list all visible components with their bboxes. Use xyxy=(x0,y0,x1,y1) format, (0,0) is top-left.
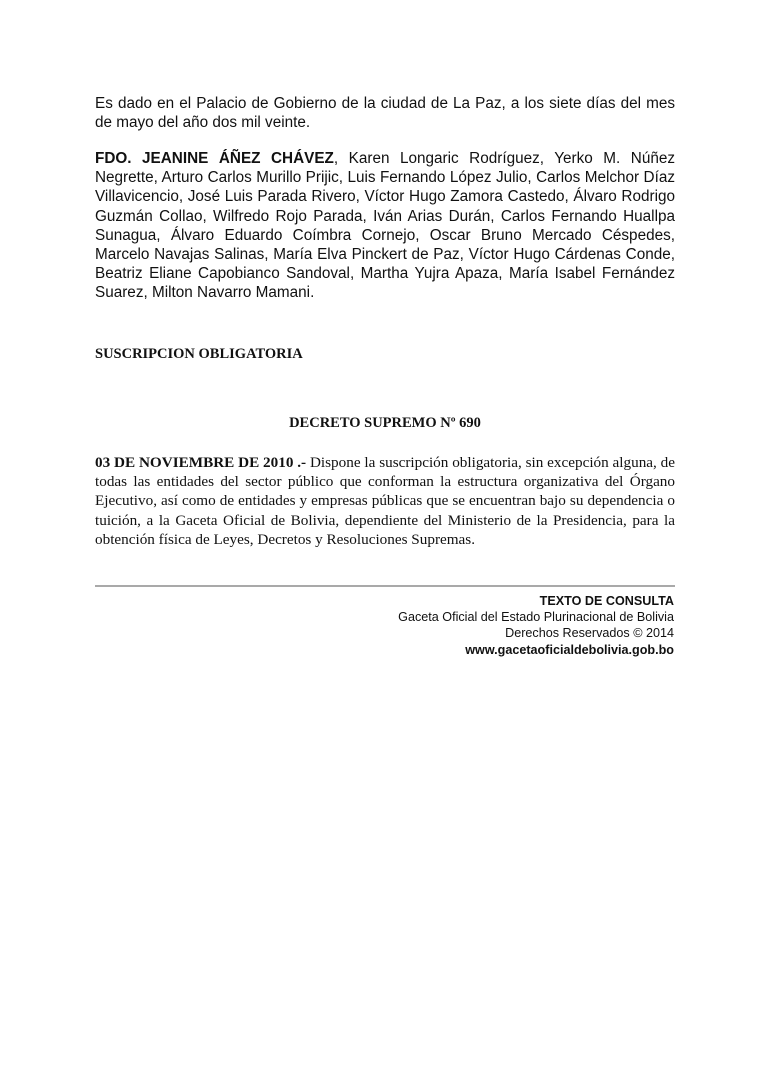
decree-body: Dispone la suscripción obligatoria, sin excepción alguna, de todas las entidades del sector público que conforman la estructura organizativa del Órgano Ejecutivo, así como de entidades y empresas públicas que se encuentran bajo su dependencia o tuición, a la Gaceta Oficial de Bolivia, dependiente del Ministerio de la Presidencia, para la obtención física de Leyes, Decretos y Resoluciones Supremas. xyxy=(95,454,676,548)
footer-divider xyxy=(95,585,675,587)
section-heading: SUSCRIPCION OBLIGATORIA xyxy=(95,346,303,362)
footer xyxy=(398,593,674,658)
decree-title: DECRETO SUPREMO Nº 690 xyxy=(289,415,481,431)
footer-label: TEXTO DE CONSULTA xyxy=(539,594,674,608)
footer-rights: Derechos Reservados © 2014 xyxy=(505,626,674,641)
signatures-paragraph xyxy=(95,149,675,303)
other-signatories: , Karen Longaric Rodríguez, Yerko M. Núñez Negrette, Arturo Carlos Murillo Prijic, Luis Fernando López Julio, Carlos Melchor Díaz Villavicencio, José Luis Parada Rivero, Víctor Hugo Zamora Castedo, Álvaro Rodrigo Guzmán Collao, Wilfredo Rojo Parada, Iván Arias Durán, Carlos Fernando Huallpa Sunagua, Álvaro Eduardo Coímbra Cornejo, Oscar Bruno Mercado Céspedes, Marcelo Navajas Salinas, María Elva Pinckert de Paz, Víctor Hugo Cárdenas Conde, Beatriz Eliane Capobianco Sandoval, Martha Yujra Apaza, María Isabel Fernández Suarez, Milton Navarro Mamani. xyxy=(95,150,676,302)
decree-date: 03 DE NOVIEMBRE DE 2010 .- xyxy=(95,454,307,471)
footer-website-link[interactable]: www.gacetaoficialdebolivia.gob.bo xyxy=(465,642,674,657)
footer-publisher: Gaceta Oficial del Estado Plurinacional de Bolivia xyxy=(398,610,674,625)
lead-signatory: FDO. JEANINE ÁÑEZ CHÁVEZ xyxy=(95,150,334,167)
decree-paragraph xyxy=(95,453,675,549)
closing-paragraph: Es dado en el Palacio de Gobierno de la ciudad de La Paz, a los siete días del mes de mayo del año dos mil veinte. xyxy=(95,95,675,132)
